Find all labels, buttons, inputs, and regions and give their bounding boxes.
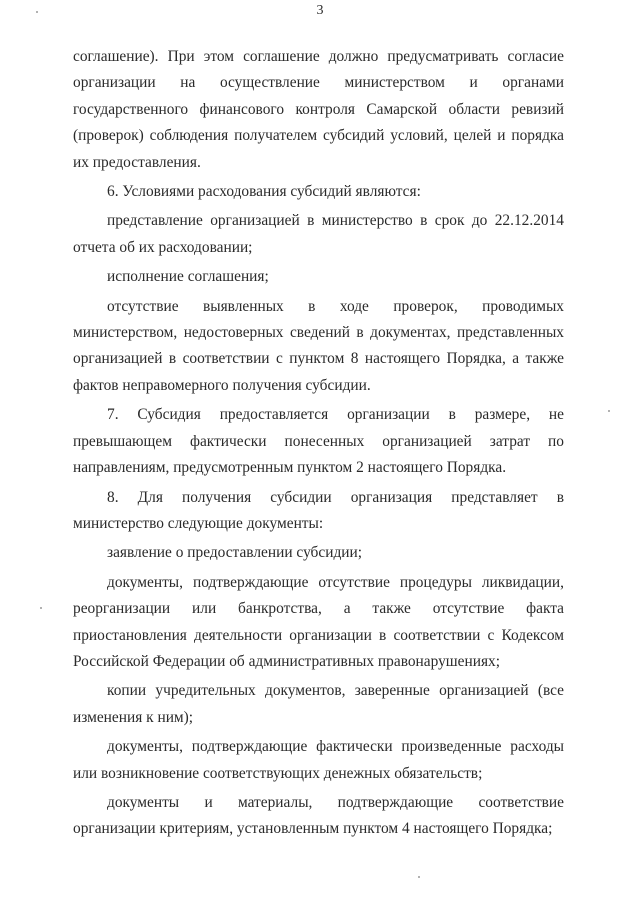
paragraph-application: заявление о предоставлении субсидии; bbox=[107, 544, 363, 562]
paragraph-expense-docs: документы, подтверждающие фактически произведенные расходы или возникновение соответствующих денежных обязательств; bbox=[73, 738, 564, 782]
paragraph-clause-6-heading: 6. Условиями расходования субсидий являются: bbox=[107, 183, 421, 201]
paragraph-criteria-docs: документы и материалы, подтверждающие соответствие организации критериям, установленным пунктом 4 настоящего Порядка; bbox=[73, 793, 564, 838]
paragraph-no-liquidation-docs: документы, подтверждающие отсутствие процедуры ликвидации, реорганизации или банкротства, а также отсутствие факта приостановления деятельности организации в соответствии с Кодексом Российской Федерации об административных правонарушениях; bbox=[73, 573, 564, 670]
paragraph-founding-docs: копии учредительных документов, заверенные организацией (все изменения к ним); bbox=[73, 682, 564, 726]
document-body bbox=[73, 44, 564, 843]
scan-speck bbox=[40, 607, 42, 609]
page-number: 3 bbox=[316, 3, 324, 18]
paragraph-clause-8-heading: 8. Для получения субсидии организация представляет в министерство следующие документы: bbox=[73, 488, 564, 532]
paragraph-report-condition: представление организацией в министерство в срок до 22.12.2014 отчета об их расходовании; bbox=[73, 212, 564, 256]
paragraph-agreement-execution: исполнение соглашения; bbox=[107, 268, 269, 286]
paragraph-agreement-consent: соглашение). При этом соглашение должно предусматривать согласие организации на осуществление министерством и органами государственного финансового контроля Самарской области ревизий (проверок) соблюдения получателем субсидий условий, целей и порядка их предоставления. bbox=[73, 48, 564, 171]
paragraph-clause-7: 7. Субсидия предоставляется организации в размере, не превышающем фактически понесенных организацией затрат по направлениям, предусмотренным пунктом 2 настоящего Порядка. bbox=[73, 406, 564, 477]
scan-speck bbox=[36, 11, 38, 13]
paragraph-no-violations: отсутствие выявленных в ходе проверок, проводимых министерством, недостоверных сведений в документах, представленных организацией в соответствии с пунктом 8 настоящего Порядка, а также фактов неправомерного получения субсидии. bbox=[73, 297, 564, 394]
scan-speck bbox=[608, 410, 610, 412]
scan-speck bbox=[418, 876, 420, 878]
